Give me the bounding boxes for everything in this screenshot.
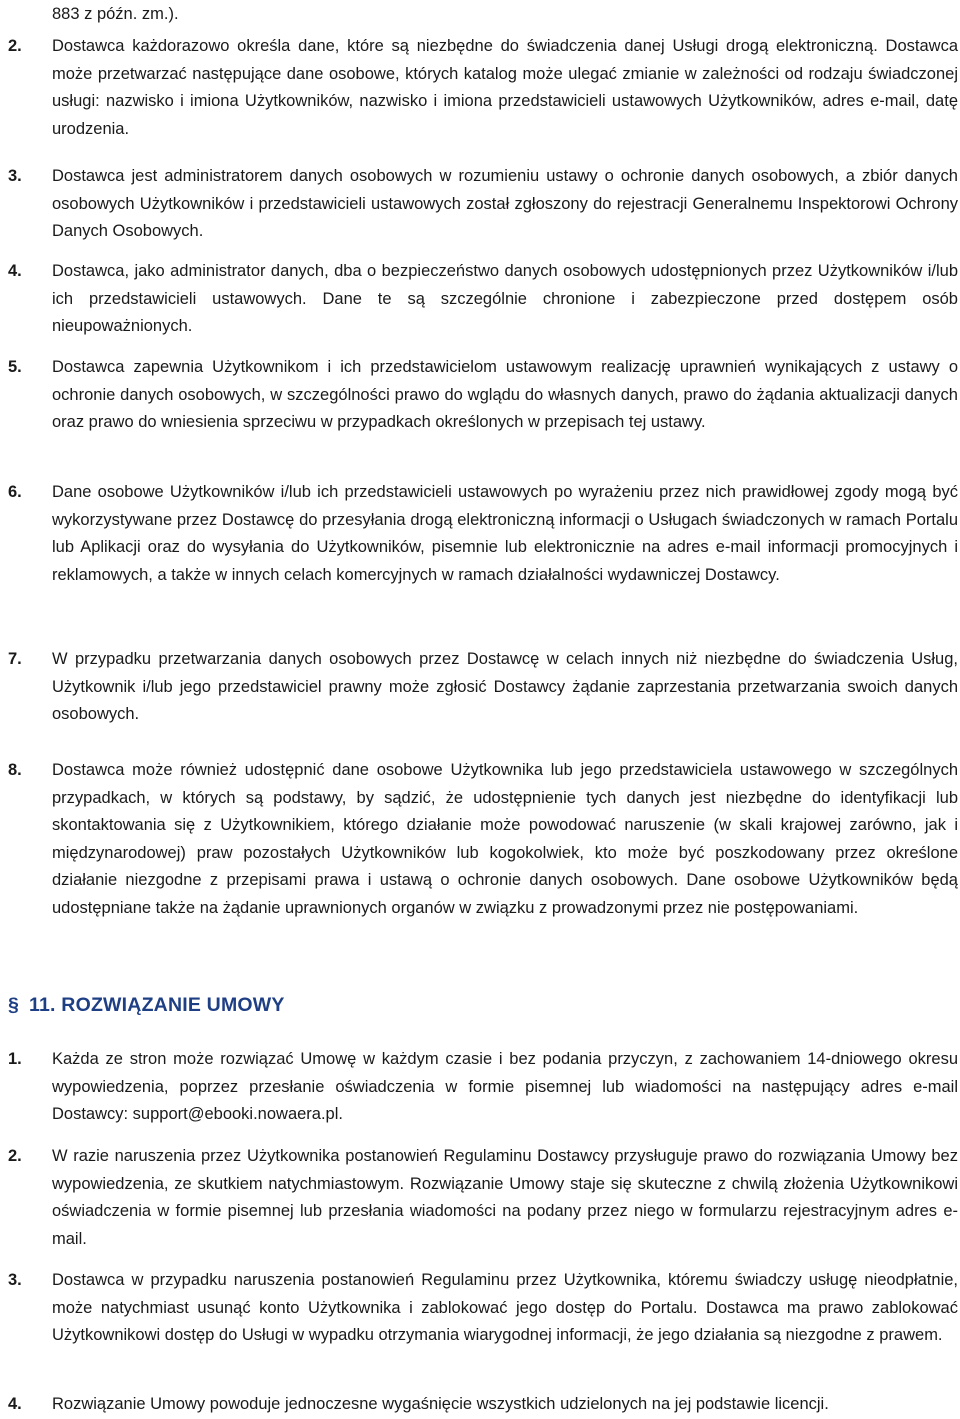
section-heading-text: 11. ROZWIĄZANIE UMOWY [29, 994, 285, 1016]
item-number: 2. [8, 1147, 22, 1165]
item-number: 4. [8, 1395, 22, 1413]
item-text: Dostawca w przypadku naruszenia postanowień Regulaminu przez Użytkownika, któremu świadczy usługę nieodpłatnie, może natychmiast usunąć konto Użytkownika i zablokować jego dostęp do Portalu. Dostawca ma prawo zablokować Użytkownikowi dostęp do Usługi w wypadku otrzymania wiarygodnej informacji, że jego działania są niezgodne z prawem. [52, 1271, 958, 1345]
item-number: 6. [8, 483, 22, 501]
item-text: Dostawca każdorazowo określa dane, które są niezbędne do świadczenia danej Usługi drogą elektroniczną. Dostawca może przetwarzać następujące dane osobowe, których katalog może ulegać zmianie w zależności od rodzaju świadczonej usługi: nazwisko i imiona Użytkowników, nazwisko i imiona przedstawicieli ustawowych Użytkowników, adres e-mail, datę urodzenia. [52, 37, 958, 138]
continuation-text: 883 z późn. zm.). [52, 5, 179, 23]
list-item [8, 1391, 960, 1419]
list-item [8, 479, 960, 589]
item-number: 4. [8, 262, 22, 280]
item-number: 7. [8, 650, 22, 668]
section-heading [8, 990, 285, 1020]
item-text: Każda ze stron może rozwiązać Umowę w każdym czasie i bez podania przyczyn, z zachowaniem 14-dniowego okresu wypowiedzenia, poprzez przesłanie oświadczenia w formie pisemnej lub wiadomości na następujący adres e-mail Dostawcy: support@ebooki.nowaera.pl. [52, 1050, 958, 1124]
item-number: 5. [8, 358, 22, 376]
list-item [8, 1143, 960, 1253]
list-item [8, 646, 960, 729]
list-item [8, 1046, 960, 1129]
item-text: Dostawca jest administratorem danych osobowych w rozumieniu ustawy o ochronie danych osobowych, a zbiór danych osobowych Użytkowników i przedstawicieli ustawowych został zgłoszony do rejestracji Generalnemu Inspektorowi Ochrony Danych Osobowych. [52, 167, 958, 241]
item-number: 1. [8, 1050, 22, 1068]
list-item [8, 163, 960, 246]
item-number: 3. [8, 1271, 22, 1289]
item-text: Dostawca może również udostępnić dane osobowe Użytkownika lub jego przedstawiciela ustawowego w szczególnych przypadkach, w których są podstawy, by sądzić, że udostępnienie tych danych jest niezbędne do identyfikacji lub skontaktowania się z Użytkownikiem, którego działanie może powodować naruszenie (w skali krajowej zarówno, jak i międzynarodowej) praw pozostałych Użytkowników lub kogokolwiek, kto może być poszkodowany przez określone działanie niezgodne z przepisami prawa i ustawą o ochronie danych osobowych. Dane osobowe Użytkowników będą udostępniane także na żądanie uprawnionych organów w związku z prowadzonymi przez nie postępowaniami. [52, 761, 958, 917]
item-text: Rozwiązanie Umowy powoduje jednoczesne wygaśnięcie wszystkich udzielonych na jej podstawie licencji. [52, 1395, 829, 1413]
item-text: Dostawca zapewnia Użytkownikom i ich przedstawicielom ustawowym realizację uprawnień wynikających z ustawy o ochronie danych osobowych, w szczególności prawo do wglądu do własnych danych, prawo do żądania aktualizacji danych oraz prawo do wniesienia sprzeciwu w przypadkach określonych w przepisach tej ustawy. [52, 358, 958, 432]
list-item [8, 1267, 960, 1350]
list-item [8, 354, 960, 437]
item-number: 2. [8, 37, 22, 55]
item-text: Dane osobowe Użytkowników i/lub ich przedstawicieli ustawowych po wyrażeniu przez nich prawidłowej zgody mogą być wykorzystywane przez Dostawcę do przesyłania drogą elektroniczną informacji o Usługach świadczonych w ramach Portalu lub Aplikacji oraz do wysyłania do Użytkowników, pisemnie lub elektronicznie na adres e-mail informacji promocyjnych i reklamowych, a także w innych celach komercyjnych w ramach działalności wydawniczej Dostawcy. [52, 483, 958, 584]
section-sign: § [8, 994, 20, 1016]
item-number: 3. [8, 167, 22, 185]
item-text: W przypadku przetwarzania danych osobowych przez Dostawcę w celach innych niż niezbędne do świadczenia Usług, Użytkownik i/lub jego przedstawiciel prawny może zgłosić Dostawcy żądanie zaprzestania przetwarzania swoich danych osobowych. [52, 650, 958, 724]
item-text: W razie naruszenia przez Użytkownika postanowień Regulaminu Dostawcy przysługuje prawo do rozwiązania Umowy bez wypowiedzenia, ze skutkiem natychmiastowym. Rozwiązanie Umowy staje się skuteczne z chwilą złożenia Użytkownikowi oświadczenia w formie pisemnej lub przesłania wiadomości na podany przez niego w formularzu rejestracyjnym adres e-mail. [52, 1147, 958, 1248]
list-item [8, 33, 960, 143]
item-number: 8. [8, 761, 22, 779]
list-item [8, 258, 960, 341]
item-text: Dostawca, jako administrator danych, dba o bezpieczeństwo danych osobowych udostępnionych przez Użytkowników i/lub ich przedstawicieli ustawowych. Dane te są szczególnie chronione i zabezpieczone przed dostępem osób nieupoważnionych. [52, 262, 958, 336]
list-item [8, 757, 960, 923]
